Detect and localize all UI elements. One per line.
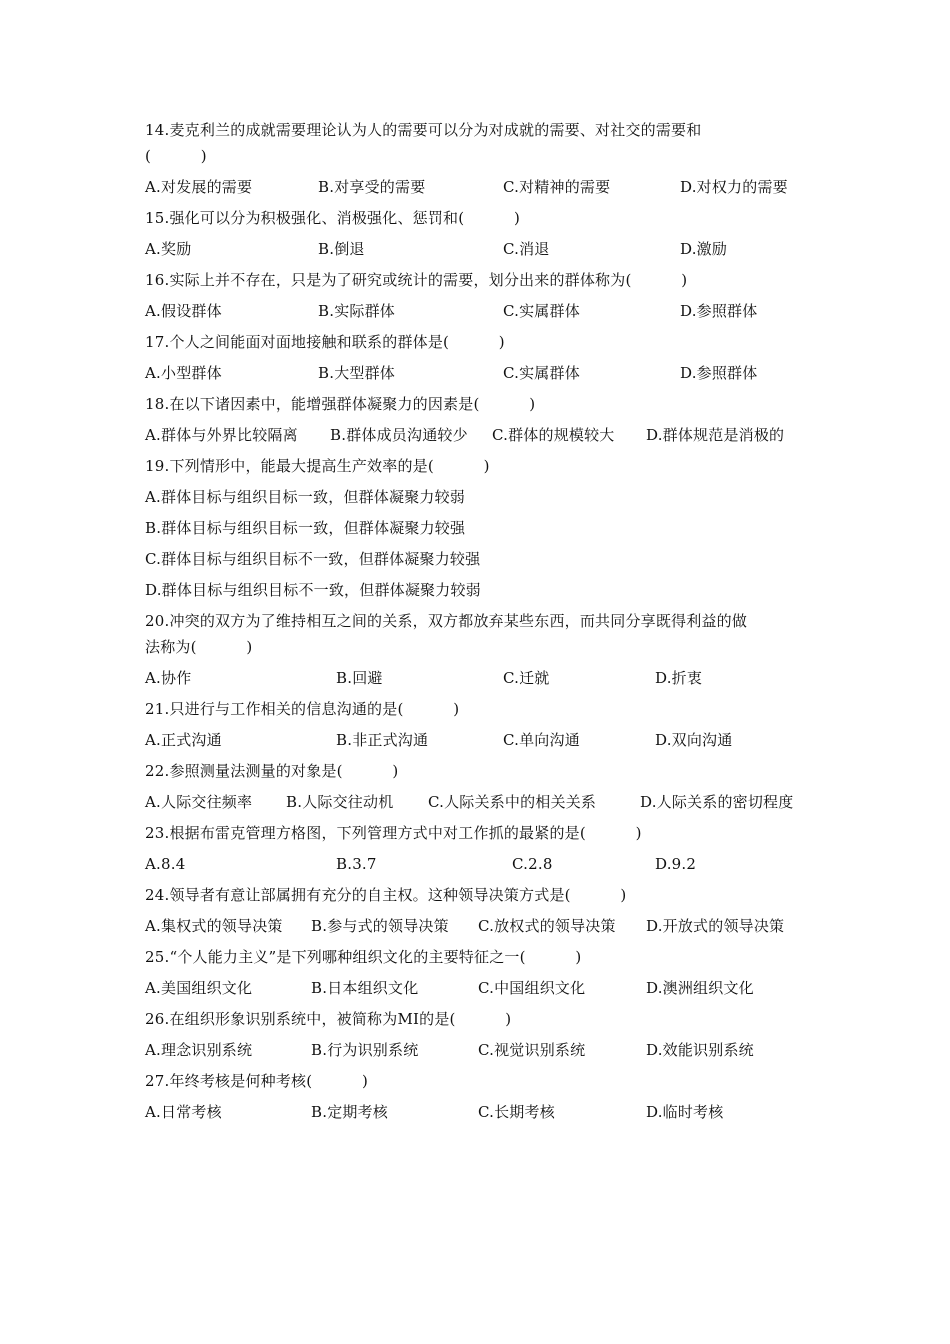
question-15-option-d: D.激励	[680, 240, 728, 258]
question-25-option-d: D.澳洲组织文化	[646, 979, 754, 997]
question-27-option-a: A.日常考核	[145, 1103, 222, 1121]
question-27-option-d: D.临时考核	[646, 1103, 724, 1121]
question-21-option-d: D.双向沟通	[655, 731, 733, 749]
question-20-option-c: C.迁就	[503, 669, 550, 687]
question-23-stem: 23.根据布雷克管理方格图，下列管理方式中对工作抓的最紧的是( )	[145, 824, 642, 842]
question-26-option-d: D.效能识别系统	[646, 1041, 754, 1059]
question-27-option-b: B.定期考核	[311, 1103, 388, 1121]
question-19-option-a: A.群体目标与组织目标一致，但群体凝聚力较弱	[145, 488, 466, 506]
question-16-stem: 16.实际上并不存在，只是为了研究或统计的需要，划分出来的群体称为( )	[145, 271, 688, 289]
question-14-option-d: D.对权力的需要	[680, 178, 788, 196]
question-17-option-c: C.实属群体	[503, 364, 580, 382]
question-15-option-a: A.奖励	[145, 240, 192, 258]
question-21-option-c: C.单向沟通	[503, 731, 580, 749]
question-25-stem: 25.“个人能力主义”是下列哪种组织文化的主要特征之一( )	[145, 948, 582, 966]
question-26-option-b: B.行为识别系统	[311, 1041, 419, 1059]
question-19-option-b: B.群体目标与组织目标一致，但群体凝聚力较强	[145, 519, 466, 537]
question-24-stem: 24.领导者有意让部属拥有充分的自主权。这种领导决策方式是( )	[145, 886, 627, 904]
question-15-option-b: B.倒退	[318, 240, 365, 258]
question-24-option-b: B.参与式的领导决策	[311, 917, 449, 935]
question-25-option-a: A.美国组织文化	[145, 979, 253, 997]
question-26-option-c: C.视觉识别系统	[478, 1041, 586, 1059]
question-25-option-c: C.中国组织文化	[478, 979, 586, 997]
question-24-option-c: C.放权式的领导决策	[478, 917, 616, 935]
question-18-option-c: C.群体的规模较大	[492, 426, 615, 444]
question-21-option-a: A.正式沟通	[145, 731, 222, 749]
question-22-option-b: B.人际交往动机	[286, 793, 394, 811]
question-15-option-c: C.消退	[503, 240, 550, 258]
question-16-option-a: A.假设群体	[145, 302, 222, 320]
question-19-option-c: C.群体目标与组织目标不一致，但群体凝聚力较强	[145, 550, 481, 568]
question-22-stem: 22.参照测量法测量的对象是( )	[145, 762, 399, 780]
question-27-stem: 27.年终考核是何种考核( )	[145, 1072, 369, 1090]
question-14-stem-line-2: ( )	[145, 147, 207, 165]
question-23-option-c: C.2.8	[512, 855, 553, 873]
question-21-stem: 21.只进行与工作相关的信息沟通的是( )	[145, 700, 460, 718]
question-23-option-d: D.9.2	[655, 855, 697, 873]
question-25-option-b: B.日本组织文化	[311, 979, 419, 997]
question-22-option-a: A.人际交往频率	[145, 793, 253, 811]
question-26-option-a: A.理念识别系统	[145, 1041, 253, 1059]
question-20-stem-line-1: 20.冲突的双方为了维持相互之间的关系，双方都放弃某些东西，而共同分享既得利益的做	[145, 612, 748, 630]
question-22-option-d: D.人际关系的密切程度	[640, 793, 794, 811]
question-17-option-d: D.参照群体	[680, 364, 758, 382]
question-26-stem: 26.在组织形象识别系统中，被简称为MI的是( )	[145, 1010, 512, 1028]
question-14-option-a: A.对发展的需要	[145, 178, 253, 196]
question-20-stem-line-2: 法称为( )	[145, 638, 253, 656]
question-17-stem: 17.个人之间能面对面地接触和联系的群体是( )	[145, 333, 505, 351]
question-17-option-a: A.小型群体	[145, 364, 222, 382]
question-23-option-a: A.8.4	[145, 855, 186, 873]
question-14-option-b: B.对享受的需要	[318, 178, 426, 196]
question-20-option-a: A.协作	[145, 669, 192, 687]
question-18-option-a: A.群体与外界比较隔离	[145, 426, 298, 444]
question-22-option-c: C.人际关系中的相关关系	[428, 793, 597, 811]
question-16-option-c: C.实属群体	[503, 302, 580, 320]
question-20-option-b: B.回避	[336, 669, 383, 687]
question-18-stem: 18.在以下诸因素中，能增强群体凝聚力的因素是( )	[145, 395, 536, 413]
question-14-stem-line-1: 14.麦克利兰的成就需要理论认为人的需要可以分为对成就的需要、对社交的需要和	[145, 121, 702, 139]
question-21-option-b: B.非正式沟通	[336, 731, 429, 749]
question-15-stem: 15.强化可以分为积极强化、消极强化、惩罚和( )	[145, 209, 521, 227]
question-17-option-b: B.大型群体	[318, 364, 395, 382]
question-24-option-d: D.开放式的领导决策	[646, 917, 785, 935]
question-20-option-d: D.折衷	[655, 669, 703, 687]
question-16-option-b: B.实际群体	[318, 302, 395, 320]
question-24-option-a: A.集权式的领导决策	[145, 917, 283, 935]
question-16-option-d: D.参照群体	[680, 302, 758, 320]
question-18-option-d: D.群体规范是消极的	[646, 426, 785, 444]
question-14-option-c: C.对精神的需要	[503, 178, 611, 196]
question-18-option-b: B.群体成员沟通较少	[330, 426, 468, 444]
question-27-option-c: C.长期考核	[478, 1103, 555, 1121]
question-19-option-d: D.群体目标与组织目标不一致，但群体凝聚力较弱	[145, 581, 481, 599]
question-19-stem: 19.下列情形中，能最大提高生产效率的是( )	[145, 457, 490, 475]
question-23-option-b: B.3.7	[336, 855, 377, 873]
